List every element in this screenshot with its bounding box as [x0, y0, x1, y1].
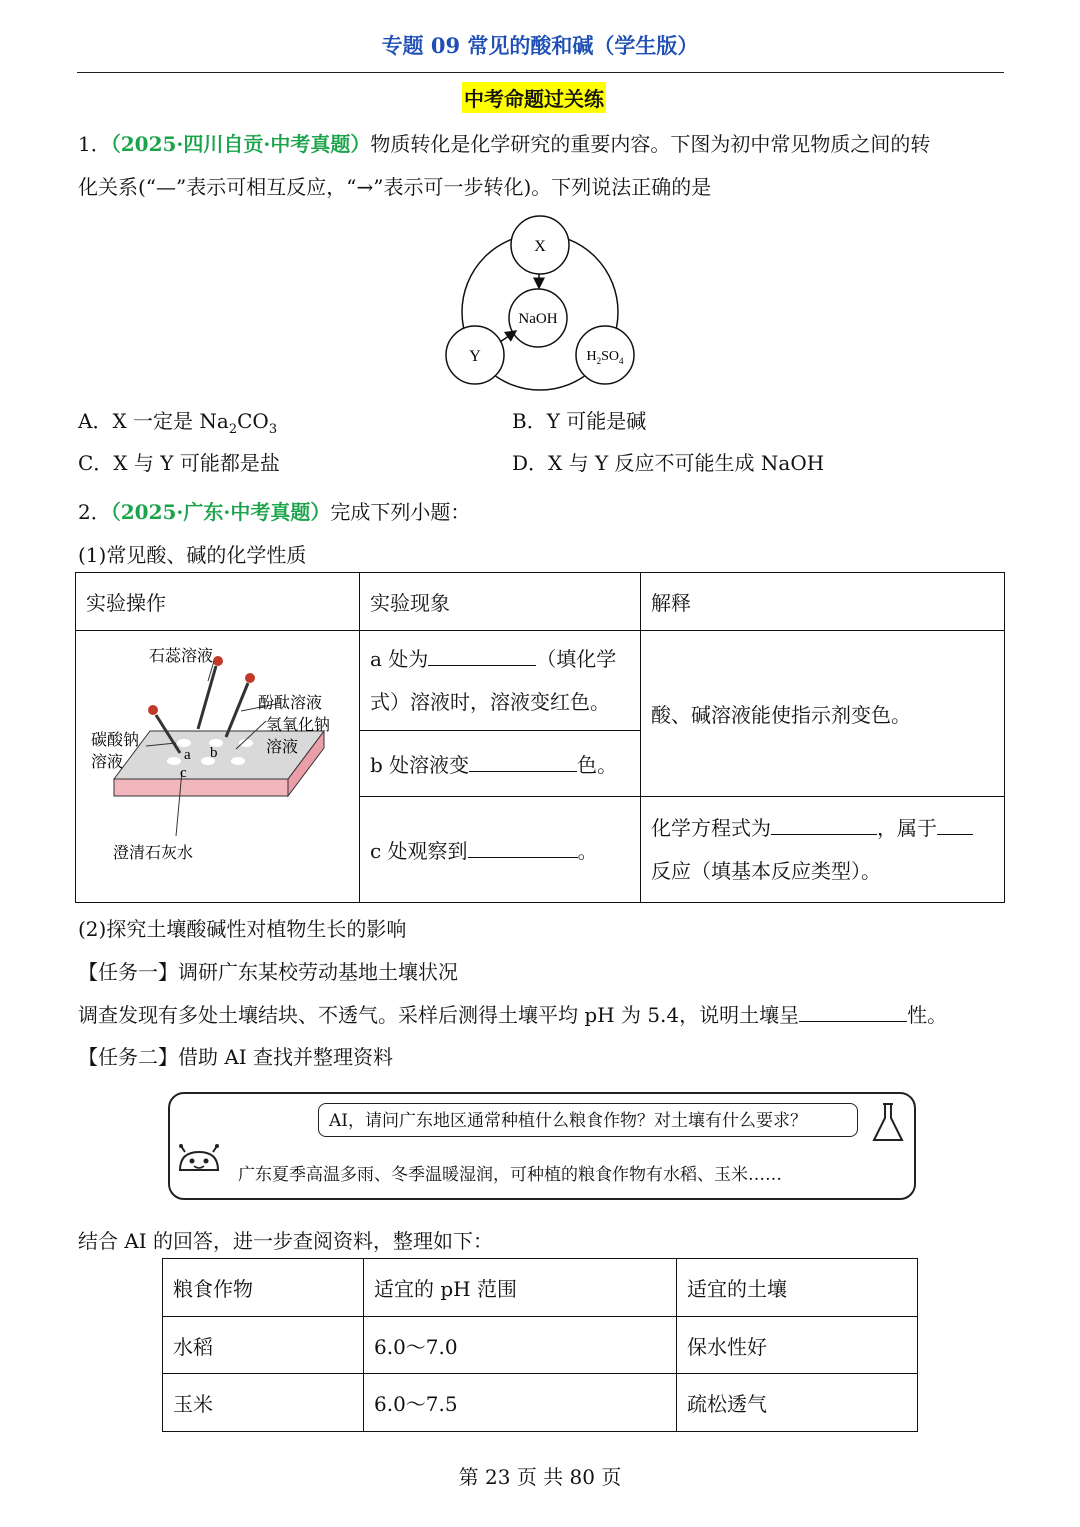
- explain2-line2: 反应（填基本反应类型）。: [651, 858, 881, 883]
- option-a-mid: CO: [237, 409, 269, 433]
- table1-row-a-phenomenon: [360, 631, 641, 731]
- well: [231, 757, 245, 765]
- table1-header-explanation: 解释: [641, 573, 1005, 631]
- diagram-label-x: X: [534, 238, 546, 255]
- plate-side: [114, 779, 288, 796]
- row-b-pre: b 处溶液变: [370, 753, 470, 777]
- table1-header-phenomenon: 实验现象: [360, 573, 641, 631]
- q2-source: （2025·广东·中考真题）: [110, 500, 331, 524]
- table2-header-soil: 适宜的土壤: [677, 1259, 918, 1317]
- task1-text-post: 性。: [907, 1003, 948, 1027]
- table2-cell: 玉米: [163, 1374, 364, 1432]
- table2-cell: 疏松透气: [677, 1374, 918, 1432]
- figure-label-naoh: 氢氧化钠: [266, 715, 331, 734]
- q1-conversion-diagram: [440, 212, 640, 392]
- option-a-text: A．X 一定是 Na: [78, 409, 229, 433]
- diagram-label-y: Y: [469, 348, 481, 365]
- row-c-pre: c 处观察到: [370, 839, 468, 863]
- table2-header-ph: 适宜的 pH 范围: [364, 1259, 677, 1317]
- table1-header-operation: 实验操作: [76, 573, 360, 631]
- q1-option-d[interactable]: D．X 与 Y 反应不可能生成 NaOH: [512, 451, 825, 475]
- task1-title: 【任务一】调研广东某校劳动基地土壤状况: [78, 960, 458, 984]
- figure-label-naoh-2: 溶液: [266, 737, 299, 756]
- flask-icon: [870, 1100, 906, 1146]
- task1-text-pre: 调查发现有多处土壤结块、不透气。采样后测得土壤平均 pH 为 5.4，说明土壤呈: [78, 1003, 800, 1027]
- chat-question-bubble: AI，请问广东地区通常种植什么粮食作物？对土壤有什么要求？: [318, 1103, 858, 1137]
- figure-label-limewater: 澄清石灰水: [113, 843, 194, 862]
- task2-title: 【任务二】借助 AI 查找并整理资料: [78, 1045, 394, 1069]
- row-b-post: 色。: [577, 753, 618, 777]
- robot-icon: [176, 1142, 222, 1174]
- figure-label-carbonate: 碳酸钠: [91, 730, 140, 749]
- well: [167, 757, 181, 765]
- q2-part2-title: (2)探究土壤酸碱性对植物生长的影响: [78, 917, 407, 941]
- explain2-pre: 化学方程式为: [651, 815, 771, 840]
- dropper-bulb: [213, 656, 223, 666]
- table1-row-b-phenomenon: [360, 731, 641, 797]
- blank-a-formula[interactable]: [428, 645, 536, 666]
- diagram-arrow-y-to-naoh: [500, 331, 516, 342]
- well: [177, 739, 191, 747]
- q1-stem-line2: 化关系(“—”表示可相互反应，“→”表示可一步转化)。下列说法正确的是: [78, 175, 712, 199]
- well-label-a: a: [184, 747, 191, 763]
- blank-soil-property[interactable]: [799, 1001, 907, 1022]
- figure-label-litmus: 石蕊溶液: [149, 646, 214, 665]
- q2-stem: [78, 496, 470, 525]
- crop-table: [162, 1258, 918, 1432]
- explain2-mid: ，属于: [877, 815, 937, 840]
- header-divider: [77, 72, 1004, 73]
- row-c-post: 。: [577, 839, 598, 863]
- q1-option-a[interactable]: [78, 405, 277, 437]
- q2-part1-title: (1)常见酸、碱的化学性质: [78, 543, 307, 567]
- row-a-pre: a 处为: [370, 646, 429, 671]
- q1-source: （2025·四川自贡·中考真题）: [110, 132, 371, 156]
- blank-c-observation[interactable]: [468, 837, 578, 858]
- blank-b-color[interactable]: [469, 751, 577, 772]
- q1-stem-line1: [78, 128, 930, 157]
- figure-label-phenol: 酚酞溶液: [258, 693, 323, 712]
- dropper-litmus: [198, 666, 216, 729]
- row-a-post: （填化学: [536, 646, 617, 671]
- row-a-line2: 式）溶液时，溶液变红色。: [370, 689, 610, 714]
- diagram-label-naoh: NaOH: [518, 311, 558, 327]
- q2-stem-text: 完成下列小题：: [330, 500, 471, 524]
- table2-cell: 水稻: [163, 1317, 364, 1374]
- table2-cell: 6.0～7.0: [364, 1317, 677, 1374]
- table-row: [163, 1374, 918, 1432]
- page-footer: 第 23 页 共 80 页: [458, 1465, 622, 1489]
- after-chat-text: 结合 AI 的回答，进一步查阅资料，整理如下：: [78, 1229, 494, 1253]
- section-title: 中考命题过关练: [462, 82, 606, 113]
- table2-header-crop: 粮食作物: [163, 1259, 364, 1317]
- q1-option-b[interactable]: B．Y 可能是碱: [512, 409, 647, 433]
- option-a-sub1: 2: [228, 422, 238, 437]
- table2-cell: 保水性好: [677, 1317, 918, 1374]
- table1-explanation-2: [641, 797, 1005, 903]
- q1-number: 1．: [78, 132, 111, 156]
- chat-answer: 广东夏季高温多雨、冬季温暖湿润，可种植的粮食作物有水稻、玉米……: [238, 1165, 782, 1185]
- diagram-label-h2so4: $H_2SO_4$: [586, 349, 624, 366]
- document-header-title: 专题 09 常见的酸和碱（学生版）: [381, 33, 699, 58]
- well-label-b: b: [210, 745, 218, 761]
- table2-cell: 6.0～7.5: [364, 1374, 677, 1432]
- table-row: [163, 1317, 918, 1374]
- spot-plate-figure: [76, 631, 359, 903]
- blank-equation[interactable]: [771, 814, 877, 835]
- q1-stem-text1: 物质转化是化学研究的重要内容。下图为初中常见物质之间的转: [370, 132, 931, 156]
- table1-figure-cell: [76, 631, 360, 903]
- dropper-bulb: [148, 705, 158, 715]
- q1-option-c[interactable]: C．X 与 Y 可能都是盐: [78, 451, 280, 475]
- q2-number: 2．: [78, 500, 111, 524]
- table1-explanation-1: 酸、碱溶液能使指示剂变色。: [641, 631, 1005, 797]
- table1-row-c-phenomenon: [360, 797, 641, 903]
- task1-text: [78, 999, 947, 1028]
- dropper-bulb: [245, 673, 255, 683]
- experiment-table: [75, 572, 1005, 903]
- option-a-sub2: 3: [268, 422, 278, 437]
- well-label-c: c: [180, 765, 187, 781]
- blank-reaction-type[interactable]: [937, 814, 973, 835]
- figure-label-carbonate-2: 溶液: [91, 752, 124, 771]
